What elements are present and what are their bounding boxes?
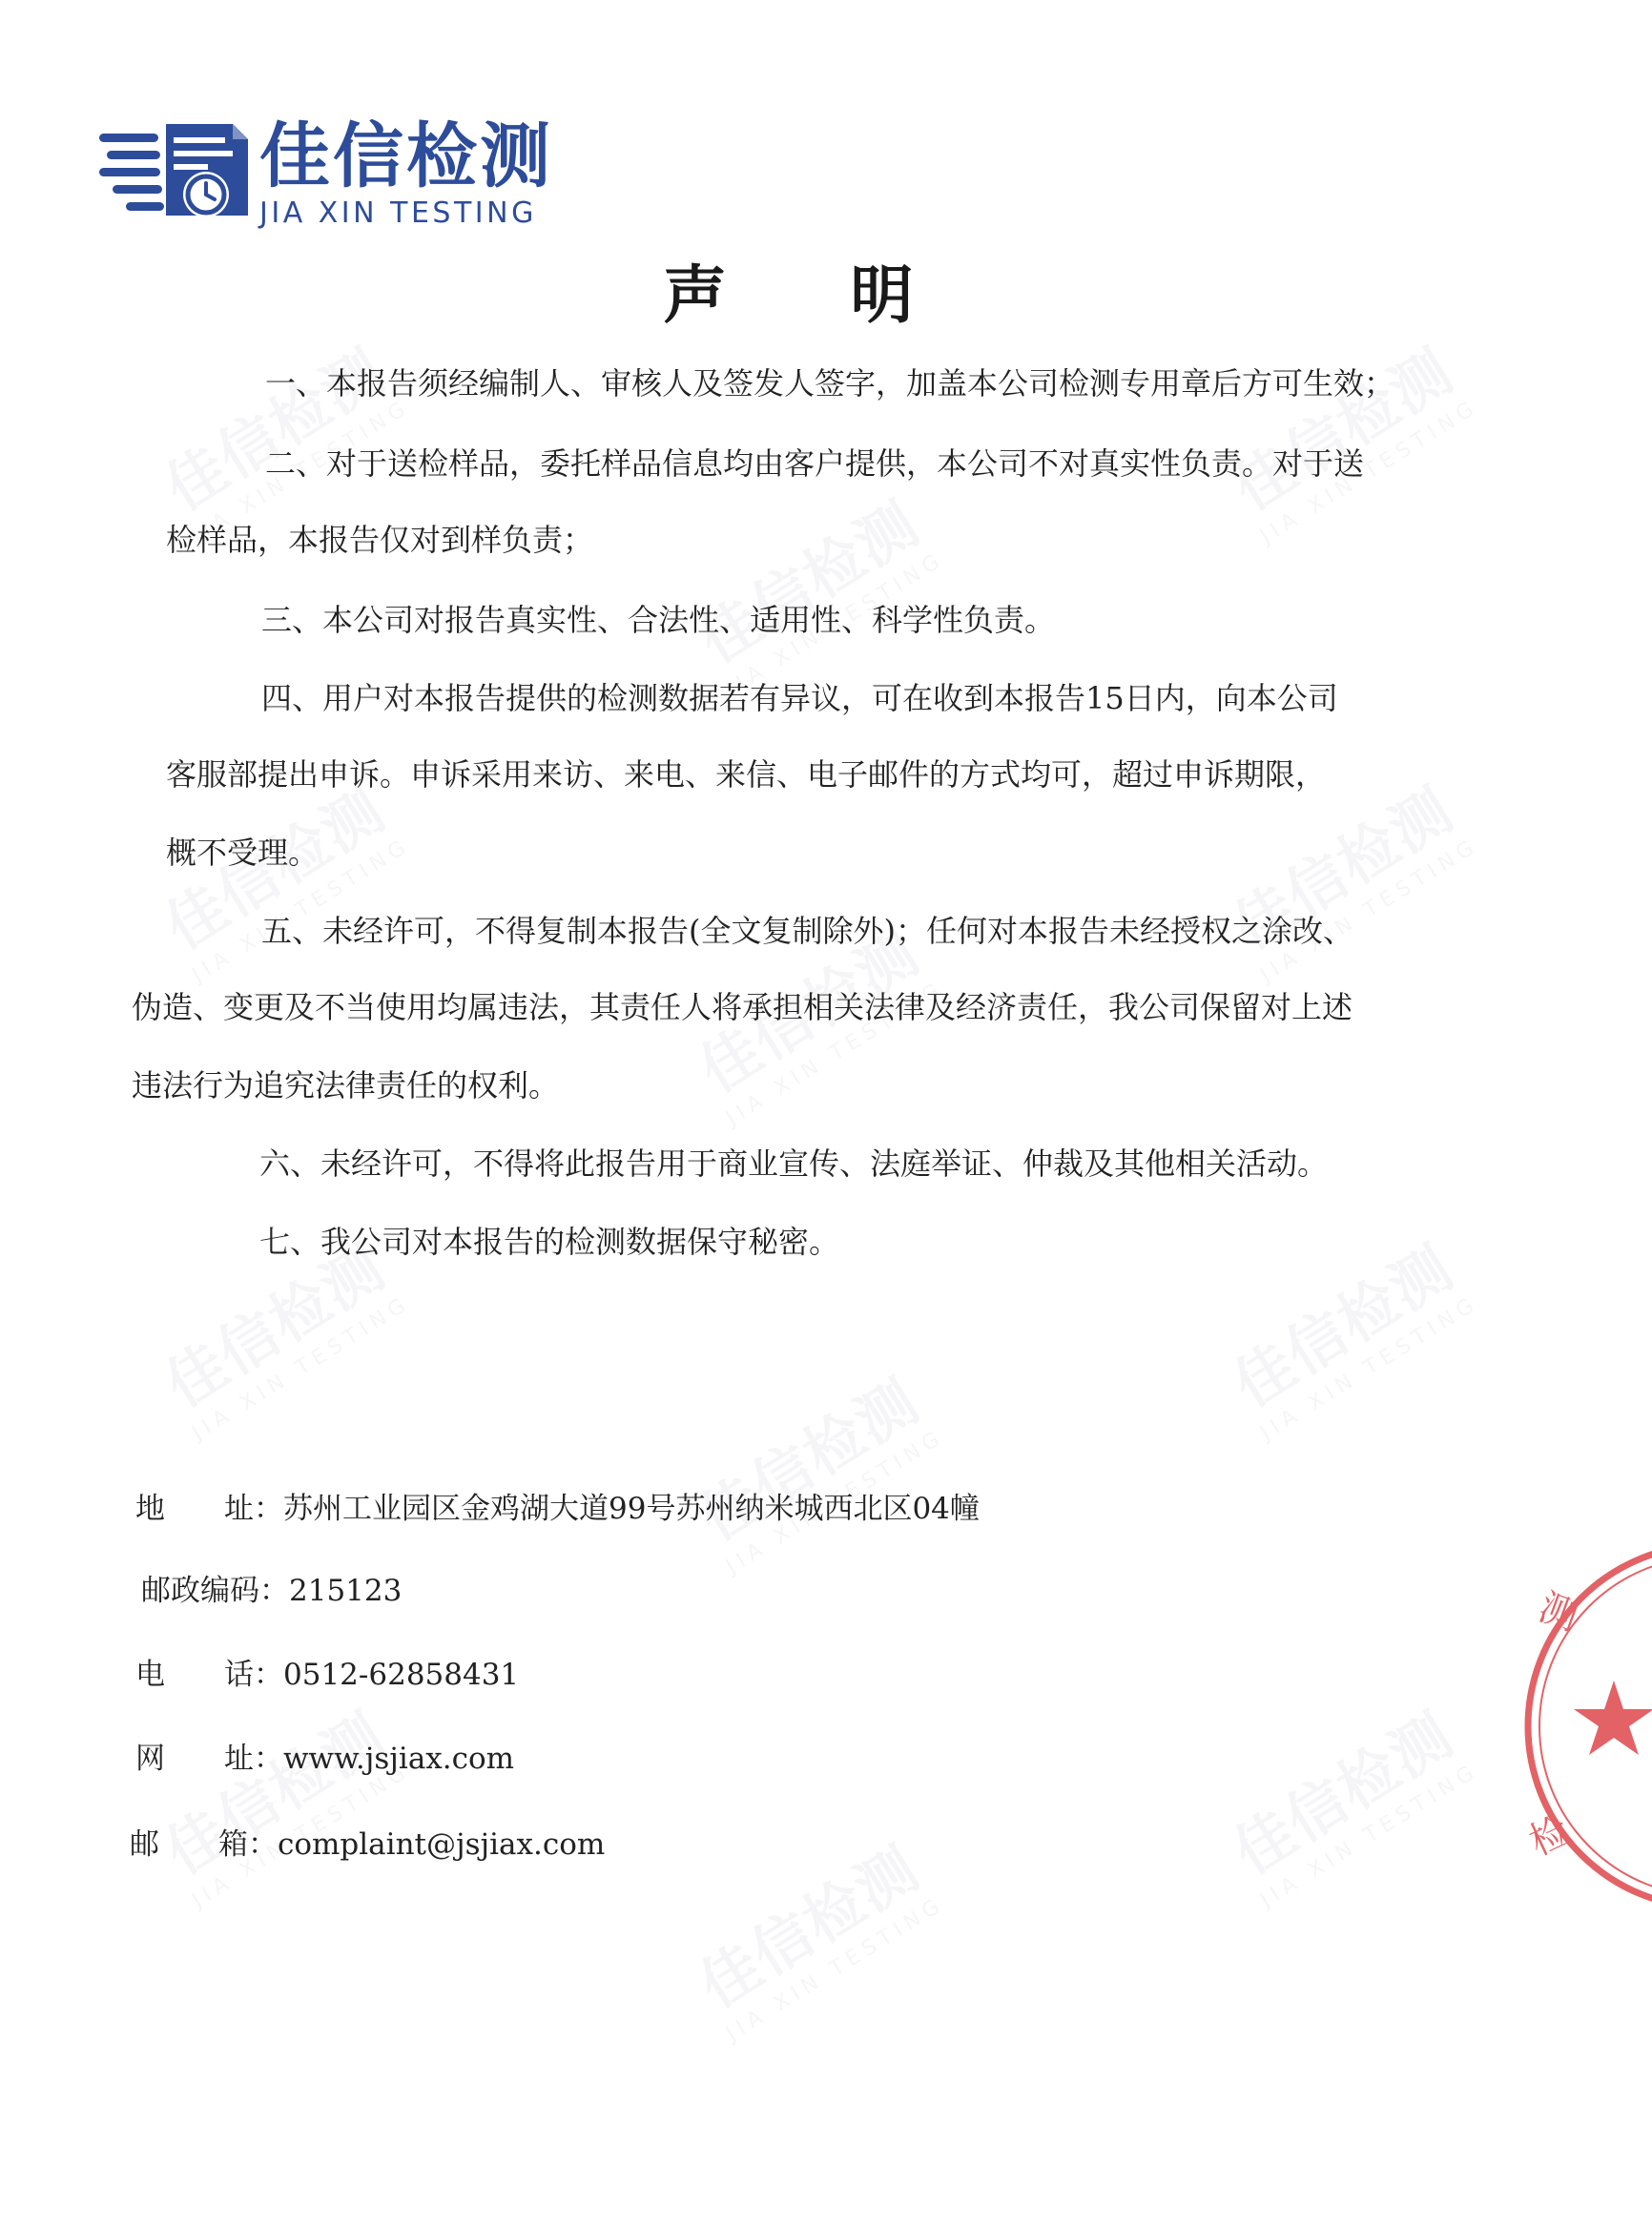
watermark (1211, 762, 1483, 988)
watermark (677, 1821, 949, 2047)
clause-2-line-2: 检样品，本报告仅对到样负责； (166, 522, 594, 558)
postcode-value: 215123 (289, 1574, 403, 1608)
clause-5-line-3: 违法行为追究法律责任的权利。 (132, 1067, 560, 1104)
clause-2-line-1: 二、对于送检样品，委托样品信息均由客户提供，本公司不对真实性负责。对于送 (265, 445, 1365, 482)
website-label: 网 址： (135, 1742, 283, 1776)
clause-1: 一、本报告须经编制人、审核人及签发人签字，加盖本公司检测专用章后方可生效； (265, 365, 1395, 402)
clause-5-line-1: 五、未经许可，不得复制本报告(全文复制除外)；任何对本报告未经授权之涂改、 (261, 913, 1353, 949)
watermark (143, 323, 415, 549)
testing-logo-icon (99, 116, 254, 229)
clause-4-line-3: 概不受理。 (166, 835, 320, 871)
watermark (143, 762, 415, 988)
logo-name-en: JIA XIN TESTING (259, 196, 537, 230)
svg-text:检: 检 (1522, 1808, 1577, 1865)
logo-name-cn: 佳信检测 (259, 115, 553, 197)
watermark (1211, 1220, 1483, 1446)
address-value: 苏州工业园区金鸡湖大道99号苏州纳米城西北区04幢 (283, 1492, 980, 1526)
watermark (677, 476, 949, 702)
clause-3: 三、本公司对报告真实性、合法性、适用性、科学性负责。 (261, 602, 1056, 638)
watermark (677, 1353, 949, 1579)
watermark (143, 1687, 415, 1913)
contact-email (130, 1826, 605, 1864)
contact-postcode (141, 1572, 402, 1610)
official-seal-icon (1518, 1526, 1652, 1927)
clause-4-line-1: 四、用户对本报告提供的检测数据若有异议，可在收到本报告15日内，向本公司 (261, 680, 1338, 716)
email-value: complaint@jsjiax.com (278, 1827, 606, 1862)
phone-label: 电 话： (135, 1658, 283, 1692)
phone-value: 0512-62858431 (283, 1658, 520, 1692)
page-title: 声明 (663, 258, 1038, 332)
company-logo (99, 113, 557, 233)
address-label: 地 址： (135, 1492, 283, 1526)
watermark (1211, 323, 1483, 549)
clause-7: 七、我公司对本报告的检测数据保守秘密。 (259, 1224, 840, 1260)
contact-website (135, 1740, 514, 1778)
clause-6: 六、未经许可，不得将此报告用于商业宣传、法庭举证、仲裁及其他相关活动。 (259, 1145, 1329, 1182)
website-value: www.jsjiax.com (283, 1742, 515, 1776)
svg-text:测: 测 (1533, 1585, 1584, 1640)
postcode-label: 邮政编码： (141, 1574, 289, 1608)
clause-5-line-2: 伪造、变更及不当使用均属违法，其责任人将承担相关法律及经济责任，我公司保留对上述 (132, 989, 1353, 1025)
clause-4-line-2: 客服部提出申诉。申诉采用来访、来电、来信、电子邮件的方式均可，超过申诉期限， (166, 756, 1327, 793)
email-label: 邮 箱： (130, 1827, 278, 1862)
contact-address (135, 1490, 980, 1528)
contact-phone (135, 1656, 519, 1694)
watermark (1211, 1687, 1483, 1913)
